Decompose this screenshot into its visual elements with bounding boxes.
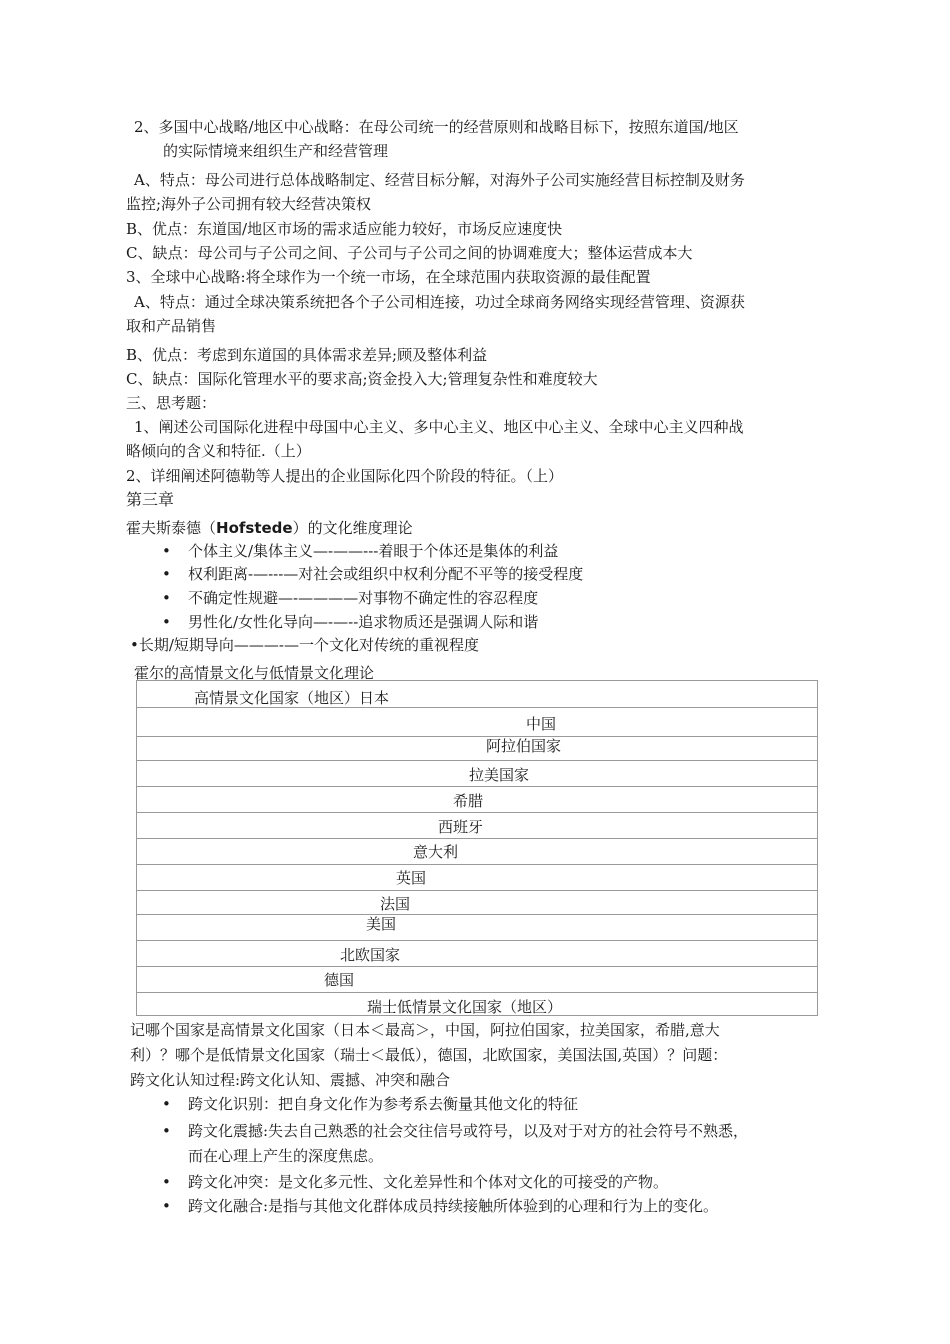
hall-row-spain: 西班牙 <box>438 818 484 836</box>
strategy-2-line2: 的实际情境来组织生产和经营管理 <box>163 142 389 160</box>
strategy-2-feature-line2: 监控;海外子公司拥有较大经营决策权 <box>126 195 372 213</box>
table-rule <box>136 914 818 915</box>
hall-row-germany: 德国 <box>324 971 355 989</box>
hall-row-usa: 美国 <box>366 915 397 933</box>
table-rule <box>136 736 818 737</box>
memo-line3: 跨文化认知过程:跨文化认知、震撼、冲突和融合 <box>130 1071 451 1089</box>
hall-row-switzerland: 瑞士低情景文化国家（地区） <box>367 998 563 1016</box>
hofstede-name: Hofstede <box>216 519 293 537</box>
hall-context-table <box>136 680 818 1016</box>
bullet-icon: • <box>162 613 171 631</box>
hall-row-japan: 高情景文化国家（地区）日本 <box>194 689 390 707</box>
strategy-2-advantage: B、优点：东道国/地区市场的需求适应能力较好，市场反应速度快 <box>126 220 563 238</box>
hall-row-france: 法国 <box>380 895 411 913</box>
hofstede-item: • 男性化/女性化导向—-—--追求物质还是强调人际和谐 <box>162 613 539 631</box>
table-rule <box>136 680 818 681</box>
cross-culture-item-continuation: 而在心理上产生的深度焦虑。 <box>188 1147 384 1165</box>
strategy-3-line1: 3、全球中心战略:将全球作为一个统一市场，在全球范围内获取资源的最佳配置 <box>126 268 651 286</box>
bullet-icon: • <box>162 1173 171 1191</box>
cross-culture-item: • 跨文化震撼:失去自己熟悉的社会交往信号或符号，以及对于对方的社会符号不熟悉， <box>162 1122 749 1140</box>
hall-row-italy: 意大利 <box>413 843 459 861</box>
hall-row-greece: 希腊 <box>453 792 484 810</box>
hall-title: 霍尔的高情景文化与低情景文化理论 <box>134 664 375 682</box>
hall-row-uk: 英国 <box>396 869 427 887</box>
table-rule <box>136 890 818 891</box>
memo-line2: 利）？哪个是低情景文化国家（瑞士＜最低），德国，北欧国家，美国法国,英国）？问题： <box>130 1046 728 1064</box>
table-rule <box>136 864 818 865</box>
strategy-2-line1: 2、多国中心战略/地区中心战略：在母公司统一的经营原则和战略目标下，按照东道国/地区 <box>134 118 739 136</box>
thinking-q2: 2、详细阐述阿德勒等人提出的企业国际化四个阶段的特征。（上） <box>126 467 564 485</box>
table-rule <box>136 812 818 813</box>
strategy-3-feature-line1: A、特点：通过全球决策系统把各个子公司相连接，功过全球商务网络实现经营管理、资源获 <box>134 293 745 311</box>
hall-row-arab: 阿拉伯国家 <box>486 737 562 755</box>
strategy-3-feature-line2: 取和产品销售 <box>126 317 217 335</box>
hofstede-item: • 权利距离-—---—对社会或组织中权利分配不平等的接受程度 <box>162 565 584 583</box>
hofstede-item: • 不确定性规避—-————对事物不确定性的容忍程度 <box>162 589 539 607</box>
chapter-title: 第三章 <box>126 490 175 509</box>
hofstede-title-pre: 霍夫斯泰德（ <box>126 519 217 537</box>
bullet-icon: • <box>162 542 171 560</box>
hall-row-nordic: 北欧国家 <box>340 946 401 964</box>
bullet-icon: • <box>162 565 171 583</box>
table-rule <box>136 786 818 787</box>
bullet-icon: • <box>162 1197 171 1215</box>
hofstede-item-last: •长期/短期导向———-—一个文化对传统的重视程度 <box>130 636 479 654</box>
thinking-q1-line1: 1、阐述公司国际化进程中母国中心主义、多中心主义、地区中心主义、全球中心主义四种战 <box>134 418 744 436</box>
thinking-heading: 三、思考题： <box>126 394 217 412</box>
table-rule <box>136 760 818 761</box>
strategy-3-disadvantage: C、缺点：国际化管理水平的要求高;资金投入大;管理复杂性和难度较大 <box>126 370 598 388</box>
thinking-q1-line2: 略倾向的含义和特征.（上） <box>126 442 311 460</box>
table-rule <box>136 966 818 967</box>
strategy-2-disadvantage: C、缺点：母公司与子公司之间、子公司与子公司之间的协调难度大；整体运营成本大 <box>126 244 693 262</box>
hofstede-title-post: ）的文化维度理论 <box>292 519 413 537</box>
hall-row-latin-america: 拉美国家 <box>469 766 530 784</box>
bullet-icon: • <box>162 1095 171 1113</box>
bullet-icon: • <box>162 589 171 607</box>
strategy-3-advantage: B、优点：考虑到东道国的具体需求差异;顾及整体利益 <box>126 346 488 364</box>
hall-row-china: 中国 <box>526 715 557 733</box>
cross-culture-item: • 跨文化冲突：是文化多元性、文化差异性和个体对文化的可接受的产物。 <box>162 1173 669 1191</box>
table-rule <box>136 838 818 839</box>
cross-culture-item: • 跨文化识别：把自身文化作为参考系去衡量其他文化的特征 <box>162 1095 579 1113</box>
hofstede-item: • 个体主义/集体主义—-——---着眼于个体还是集体的利益 <box>162 542 559 560</box>
bullet-icon: • <box>162 1122 171 1140</box>
cross-culture-item: • 跨文化融合:是指与其他文化群体成员持续接触所体验到的心理和行为上的变化。 <box>162 1197 719 1215</box>
table-rule <box>136 940 818 941</box>
hofstede-title <box>126 517 413 539</box>
memo-line1: 记哪个国家是高情景文化国家（日本＜最高＞，中国，阿拉伯国家，拉美国家，希腊,意大 <box>130 1021 720 1039</box>
table-rule <box>136 992 818 993</box>
strategy-2-feature-line1: A、特点：母公司进行总体战略制定、经营目标分解，对海外子公司实施经营目标控制及财务 <box>134 171 745 189</box>
